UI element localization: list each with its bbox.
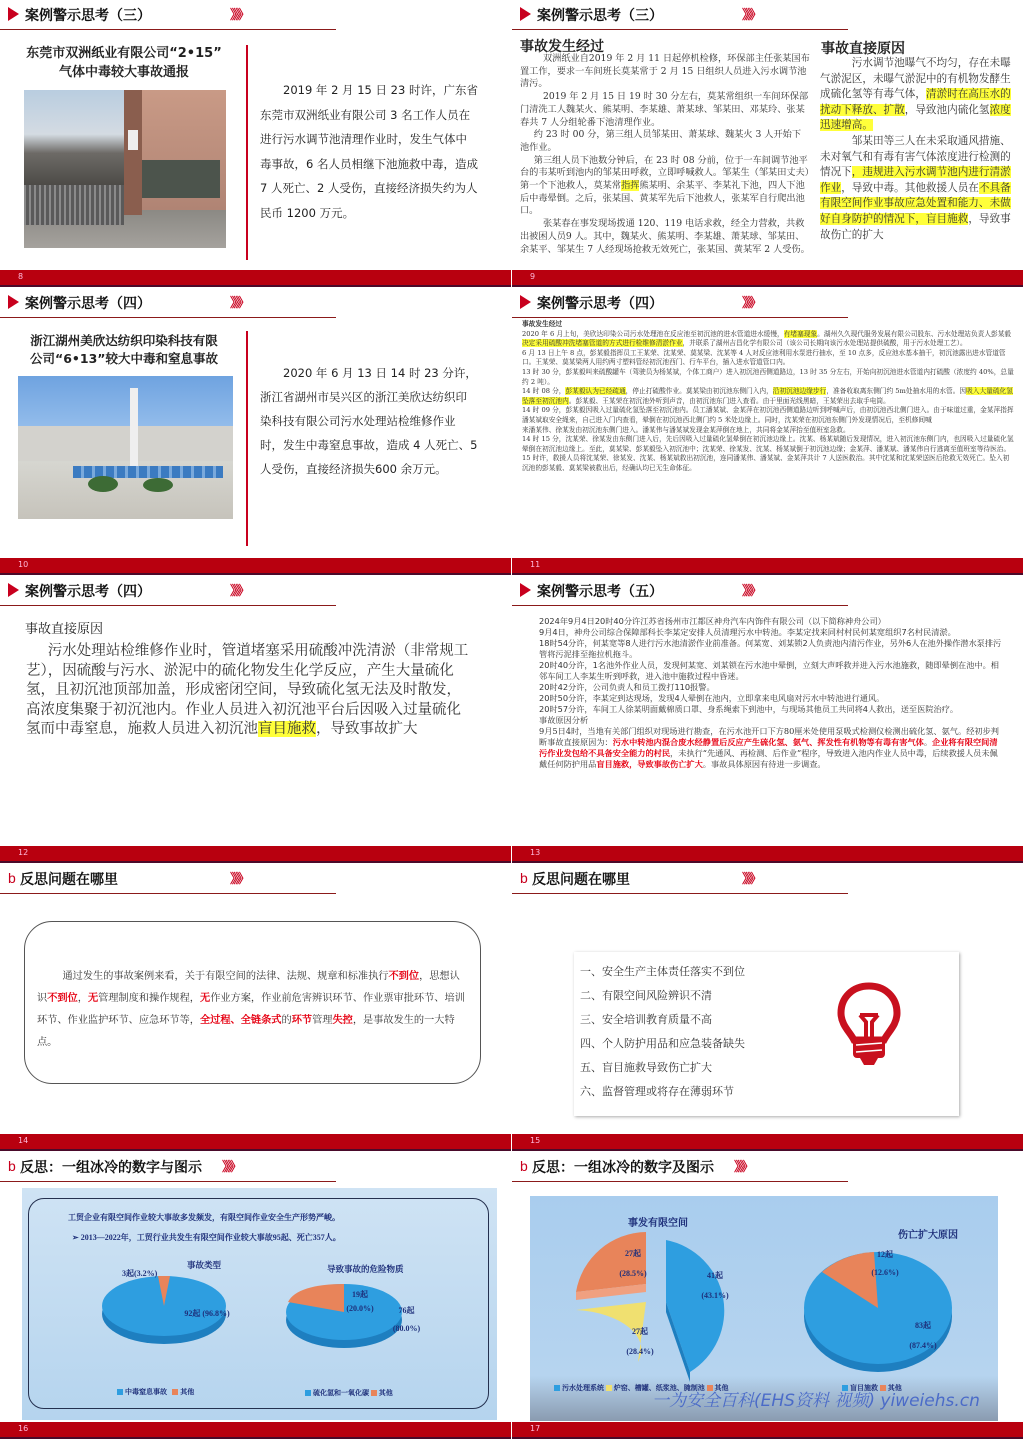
slide-title: 案例警示思考（三）	[537, 8, 663, 24]
chart-title: 导致事故的危险物质	[327, 1264, 404, 1274]
process-text: 事故发生经过 2020 年 6 月上旬，美欣达印染公司污水处理池在反应池至初沉池的进水管道进水缓慢，有堵塞现象。湖州久久现代服务发展有限公司股东、污水处理站负责人彭某毅决定采用硫酸冲洗堵塞管道的方式进行检维修清淤作业，并联系了湖州吉昌化学有限公司（该公司长期向该污水处理站提供硫酸，用于污水处理工艺）。 6 月 13 日上午 8 点，彭某毅指挥员工王某荣、沈某荣、莫某梁、沈某等 4 人对反应池利用水泵进行抽水，至 10 点多，反应池水基本抽干，初沉池露出进水管道管口。王某荣、莫某梁两人用约两寸塑料管经初沉池西门、行车平台，插入进水管道管口内。 13 时 30 分，彭某毅叫来硫酸罐车（驾驶员为杨某斌，个体工商户）进入初沉池西侧道路边，13 时 35 分左右，开始向初沉池进水管道内打硫酸（浓度约 40%，总量约 2 吨）。 14 时 08 分，彭某毅认为已经疏通，停止打硫酸作业。莫某梁由初沉池东侧门入内，沿初沉池边缘步行，准备收取离东侧门约 5m处抽水用的水管。因吸入大量硫化氢坠落至初沉池内。彭某毅、王某荣在初沉池外听到声音，由初沉池东门进入查看。由于里面光线黑暗，王某荣出去取手电筒。 14 时 09 分，彭某毅因吸入过量硫化氢坠落至初沉池内。员工潘某斌、金某萍在初沉池西侧道路边听到呼喊声后，由初沉池西北侧门进入。由于味道过重，金某萍指挥潘某斌取安全绳来，自己进入门内查看，晕倒在初沉池西北侧门约 5 米处边缘上。同时，沈某荣在初沉池东侧门外发现情况后，至机修间喊 来潘某伟、徐某发由初沉池东侧门进入。潘某伟与潘某斌发现金某萍倒在地上，共同将金某萍抬至值班室急救。 14 时 15 分，沈某荣、徐某发由东侧门进入后，先后因吸入过量硫化氢晕倒在初沉池边缘上。沈某、杨某斌随后发现情况，进入初沉池东侧门内，也因吸入过量硫化氢晕倒在初沉池边缘上。至此，莫某梁、彭某毅坠入初沉池中；沈某荣、徐某发、沈某、杨某斌倒于初沉池边缘；金某萍、潘某斌、潘某伟自行逃离至值班室等待医治。 15 时许，救援人员将沈某荣、徐某发、沈某、杨某斌救出初沉池，连同潘某伟、潘某斌、金某萍共计 7 人送医救治。其中沈某和沈某荣送医后抢救无效死亡。坠入初沉池的彭某毅、莫某梁被救出后，经确认均已无生命体征。	[522, 320, 1014, 472]
chevrons-icon: 》》》	[734, 1160, 752, 1175]
chart-panel	[22, 1188, 497, 1420]
list-item: 五、盲目施救导致伤亡扩大	[580, 1061, 712, 1074]
slide-title: 反思：一组冰冷的数字及图示	[532, 1160, 714, 1176]
pie-label-main: 92起 (96.8%)	[184, 1309, 230, 1318]
pie-label-main: 76起 (80.0%)	[392, 1306, 421, 1333]
chevrons-icon: 》》》	[222, 1160, 240, 1175]
chevrons-icon: 》》》	[230, 296, 248, 311]
problem-list	[580, 960, 745, 1104]
slide-header	[0, 864, 336, 894]
factory-gate-photo	[24, 90, 226, 248]
summary-box	[24, 921, 481, 1084]
legend: 中毒窒息事故 其他	[117, 1387, 194, 1397]
case-text: 2024年9月4日20时40分许江苏省扬州市江都区神舟汽车内饰件有限公司（以下简称神舟公司） 9月4日，神舟公司综合保障部科长李某定安排人员清理污水中转池。李某定找来同村村民何某宽组织7名村民清淤。 18时54分许，何某宽等8人进行污水池清淤作业前准备。何某宽、刘某锁2人负责池内清污作业，另外6人在池外操作潜水泵排污管将污泥排至拖拉机拖斗。 20时40分许，1名池外作业人员，发现何某宽、刘某锁在污水池中晕倒，立刻大声呼救并进入污水池施救，随即晕倒在池中。相邻车间工人李某生听到呼救，进入池中施救过程中昏迷。 20时42分许，公司负责人和员工拨打110报警。 20时50分许，李某定到达现场，发现4人晕倒在池内，立即拿来电风扇对污水中转池进行通风。 20时57分许，车间工人徐某明面戴棉质口罩、身系绳索下到池中，与现场其他员工共同将4人救出，送至医院治疗。 事故原因分析 9月5日4时，当地有关部门组织对现场进行勘查，在污水池开口下方80厘米处使用泵吸式检测仪检测出硫化氢、氨气。经初步判断事故直接原因为：污水中转池内混合废水经静置后反应产生硫化氢、氨气、挥发性有机物等有毒有害气体。企业将有限空间清污作业发包给不具备安全能力的村民，未执行“先通风、再检测、后作业”程序，导致进入池内作业人员中毒，后续救援人员未佩戴任何防护用品盲目施救，导致事故伤亡扩大。事故具体原因有待进一步调查。	[539, 616, 1002, 769]
page-number: 11	[530, 560, 541, 569]
triangle-icon	[520, 295, 531, 309]
slide-footer	[512, 1134, 1023, 1151]
cause-text: 污水调节池曝气不均匀，存在未曝气淤泥区，未曝气淤泥中的有机物发酵生成硫化氢等有毒气体，清淤时在高压水的扰动下释放、扩散，导致池内硫化氢浓度迅速增高。 邹某田等三人在未采取通风措施、未对氧气和有毒有害气体浓度进行检测的情况下，违规进入污水调节池内进行清淤作业，导致中毒。其他救援人员在不具备有限空间作业事故应急处置和能力、未做好自身防护的情况下，盲目施救，导致事故伤亡的扩大	[820, 57, 1011, 241]
slide-10	[0, 288, 511, 575]
slide-9	[512, 0, 1023, 287]
pie-label-other: 27起 (28.5%)	[619, 1249, 647, 1278]
slide-footer	[512, 270, 1023, 287]
process-title: 事故发生经过	[520, 39, 604, 55]
slide-14	[0, 864, 511, 1151]
slide-title: 案例警示思考（四）	[537, 296, 663, 312]
legend: 盲目施救 其他	[842, 1383, 902, 1393]
slide-footer	[0, 558, 511, 575]
slide-header	[512, 864, 848, 894]
divider-line	[246, 45, 248, 260]
divider-line	[246, 331, 248, 546]
problem-card	[574, 952, 959, 1116]
triangle-icon	[8, 295, 19, 309]
chevrons-icon: 》》》	[742, 8, 760, 23]
triangle-icon	[520, 7, 531, 21]
slide-16	[0, 1152, 511, 1439]
case-title: 浙江湖州美欣达纺织印染科技有限 公司“6•13”较大中毒和窒息事故	[29, 333, 218, 366]
triangle-icon	[8, 7, 19, 21]
slide-header	[0, 0, 336, 30]
chart-title: 伤亡扩大原因	[898, 1230, 958, 1241]
slide-header	[0, 1152, 336, 1182]
slide-header	[512, 576, 848, 606]
slide-footer	[0, 1134, 511, 1151]
treatment-station-photo	[18, 376, 233, 519]
slide-header	[512, 0, 848, 30]
chevrons-icon: 》》》	[230, 872, 248, 887]
list-item: 一、安全生产主体责任落实不到位	[580, 965, 745, 978]
legend: 硫化氢和一氧化碳 其他	[305, 1388, 393, 1398]
slide-title: 反思问题在哪里	[532, 872, 630, 888]
chevrons-icon: 》》》	[230, 8, 248, 23]
slide-footer	[512, 1422, 1023, 1439]
list-item: 三、安全培训教育质量不高	[580, 1013, 712, 1026]
slide-header	[0, 288, 336, 318]
pie-label-main: 83起 (87.4%)	[909, 1321, 937, 1350]
slide-title: 案例警示思考（三）	[25, 8, 151, 24]
lightbulb-icon	[836, 982, 902, 1068]
bullet-b-icon: b	[520, 1158, 528, 1174]
pie-label-mid: 27起 (28.4%)	[626, 1327, 654, 1356]
slide-title: 案例警示思考（四）	[25, 584, 151, 600]
bullet-b-icon: b	[520, 870, 528, 886]
slide-footer	[0, 270, 511, 287]
intro-text: 工贸企业有限空间作业较大事故多发频发，有限空间作业安全生产形势严峻。	[68, 1213, 340, 1222]
cause-text: 污水处理站检维修作业时，管道堵塞采用硫酸冲洗清淤（非常规工艺），因硫酸与污水、淤泥中的硫化物发生化学反应，产生大量硫化氢，且初沉池顶部加盖，形成密闭空间，导致硫化氢无法及时散发，高浓度集聚于初沉池内。作业人员进入初沉池平台后因吸入过量硫化氢而中毒窒息，施救人员进入初沉池盲目施救，导致事故扩大	[26, 643, 469, 737]
list-item: 四、个人防护用品和应急装备缺失	[580, 1037, 745, 1050]
list-item: 六、监督管理或将存在薄弱环节	[580, 1085, 734, 1098]
process-text: 双洲纸业自2019 年 2 月 11 日起停机检修，环保部主任张某国布置工作，要求一车间班长莫某常于 2 月 15 日组织人员进入污水调节池清污。 2019 年 2 月 15 日 19 时 30 分左右，莫某常组织一车间环保部门清洗工人魏某火、熊某明、李某雄、萧某球、邹某田、邓某玲、张某春共 7 人分组轮番下池清理作业。 约 23 时 00 分，第三组人员邹某田、萧某球、魏某火 3 人开始下池作业。 第三组人员下池数分钟后，在 23 时 08 分前，位于一车间调节池平台的韦某听到池内的邹某田呼救，立即呼喊救人。邹某生（邹某田丈夫）第一个下池救人，莫某常指挥熊某明、余某平、李某礼下池，四人下池后中毒晕倒。之后，张某国、黄某军先后下池救人，张某军自行爬出池口。 张某春在事发现场拨通 120、119 电话求救，经全力营救，共救出被困人员9 人。其中，魏某火、熊某明、李某雄、萧某球、邹某田、余某平、邹某生 7 人经现场抢救无效死亡，张某国、黄某军 2 人受伤。	[520, 53, 810, 255]
pie-label-other: 19起 (20.0%)	[346, 1290, 374, 1313]
slide-footer	[512, 558, 1023, 575]
slide-title: 反思问题在哪里	[20, 872, 118, 888]
slide-title: 案例警示思考（五）	[537, 584, 663, 600]
slide-title: 案例警示思考（四）	[25, 296, 151, 312]
page-number: 9	[530, 272, 536, 281]
chart-title: 事发有限空间	[628, 1218, 688, 1229]
slide-footer	[0, 846, 511, 863]
pie-label-main: 41起 (43.1%)	[701, 1271, 729, 1300]
triangle-icon	[8, 583, 19, 597]
slide-header	[512, 288, 848, 318]
slide-title: 反思：一组冰冷的数字与图示	[20, 1160, 202, 1176]
chevrons-icon: 》》》	[230, 584, 248, 599]
case-summary: 2019 年 2 月 15 日 23 时许，广东省东莞市双洲纸业有限公司 3 名工作人员在进行污水调节池清理作业时，发生气体中毒事故，6 名人员相继下池施救中毒，造成 7 人死亡、2 人受伤，直接经济损失约为人民币 1200 万元。	[260, 83, 478, 220]
page-number: 13	[530, 848, 541, 857]
stat-text: ➢ 2013—2022年，工贸行业共发生有限空间作业较大事故95起、死亡357人。	[72, 1233, 341, 1242]
case-summary: 2020 年 6 月 13 日 14 时 23 分许，浙江省湖州市吴兴区的浙江美欣达纺织印染科技有限公司污水处理站检维修作业时，发生中毒窒息事故，造成 4 人死亡、5 人受伤，直接经济损失600 余万元。	[260, 366, 478, 476]
slide-15	[512, 864, 1023, 1151]
slide-13	[512, 576, 1023, 863]
list-item: 二、有限空间风险辨识不清	[580, 989, 712, 1002]
slide-header	[512, 1152, 848, 1182]
cause-subtitle: 事故直接原因	[25, 622, 104, 637]
page-number: 16	[18, 1424, 29, 1433]
watermark: 一为安全百科(EHS资料 视频) yiweiehs.cn	[652, 1391, 980, 1411]
bullet-b-icon: b	[8, 1158, 16, 1174]
slide-17	[512, 1152, 1023, 1439]
chart-title: 事故类型	[187, 1260, 222, 1270]
chevrons-icon: 》》》	[742, 584, 760, 599]
slide-footer	[512, 846, 1023, 863]
slide-11	[512, 288, 1023, 575]
page-number: 10	[18, 560, 29, 569]
slide-header	[0, 576, 336, 606]
chevrons-icon: 》》》	[742, 872, 760, 887]
slide-footer	[0, 1422, 511, 1439]
page-number: 8	[18, 272, 24, 281]
page-number: 17	[530, 1424, 541, 1433]
triangle-icon	[520, 583, 531, 597]
pie-label-other: 12起 (12.6%)	[871, 1250, 899, 1277]
bullet-b-icon: b	[8, 870, 16, 886]
case-title: 东莞市双洲纸业有限公司“2•15” 气体中毒较大事故通报	[26, 46, 222, 80]
page-number: 12	[18, 848, 29, 857]
slide-8	[0, 0, 511, 287]
page-number: 14	[18, 1136, 29, 1145]
pie-label-other: 3起(3.2%)	[122, 1269, 158, 1278]
slide-12	[0, 576, 511, 863]
legend: 污水处理系统 炉窑、槽罐、纸浆池、腌制池 其他	[554, 1383, 729, 1393]
chevrons-icon: 》》》	[742, 296, 760, 311]
page-number: 15	[530, 1136, 541, 1145]
summary-text: 通过发生的事故案例来看，关于有限空间的法律、法规、规章和标准执行不到位，思想认识不到位，无管理制度和操作规程，无作业方案，作业前危害辨识环节、作业票审批环节、培训环节、作业监护环节、应急环节等，全过程、全链条式的环节管理失控，是事故发生的一大特点。	[37, 971, 465, 1048]
cause-title: 事故直接原因	[821, 41, 905, 57]
